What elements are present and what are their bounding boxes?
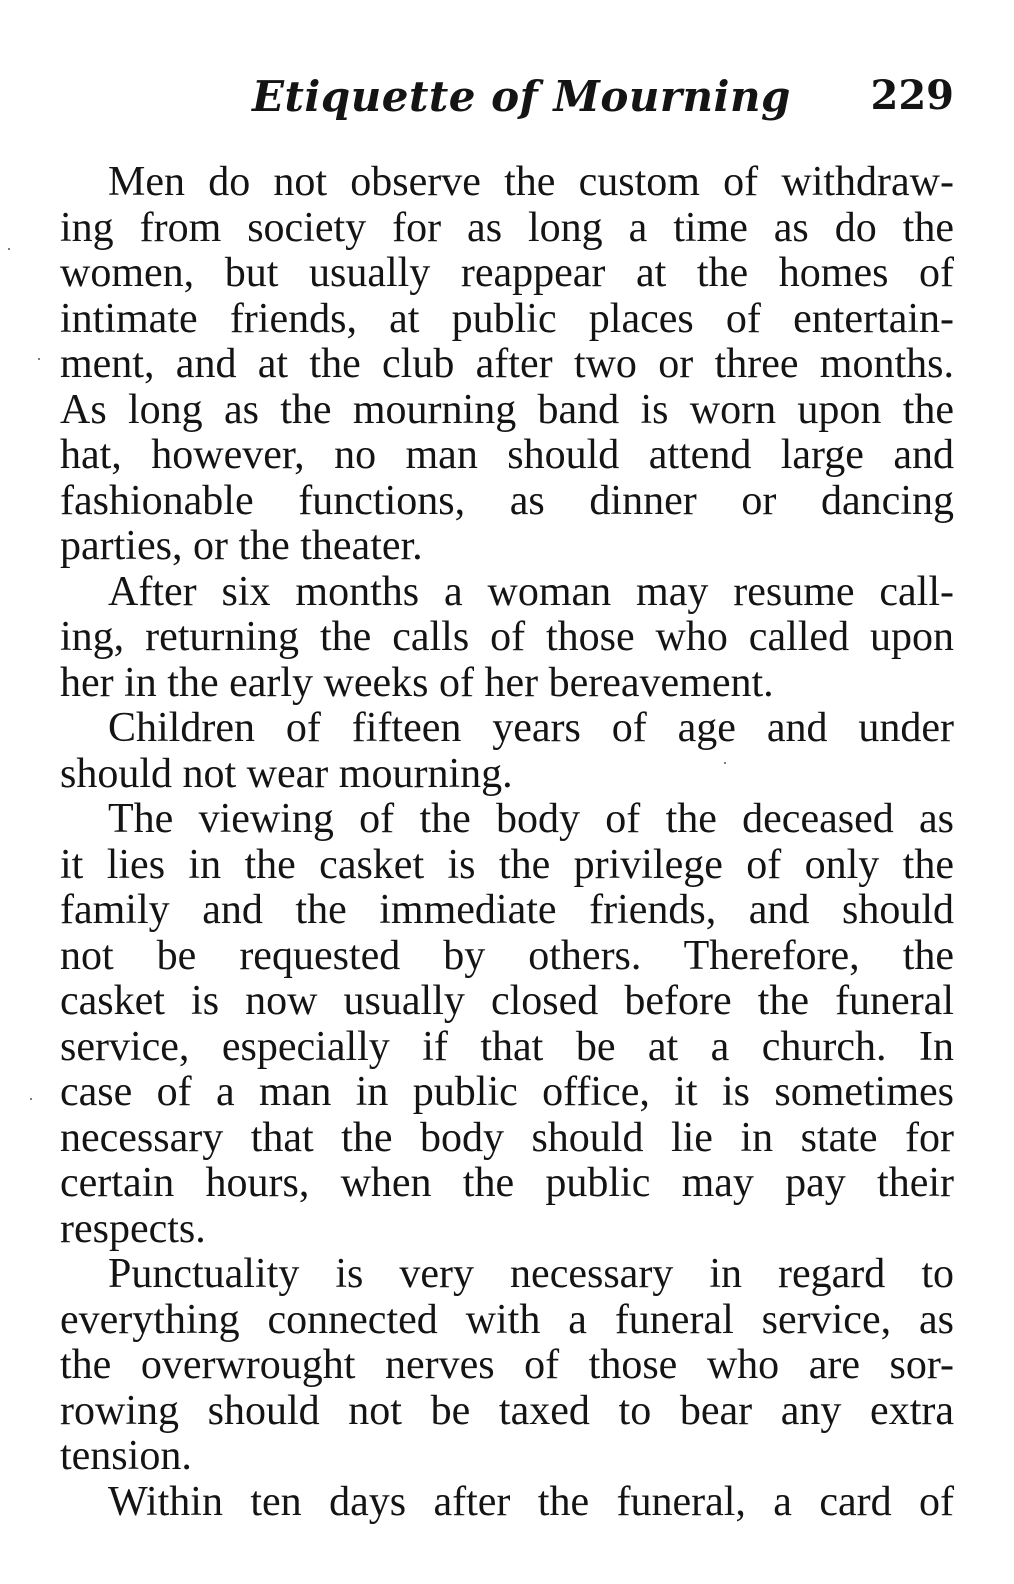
text-line: her in the early weeks of her bereavement. <box>60 660 774 706</box>
text-line: intimate friends, at public places of entertain- <box>60 296 954 342</box>
running-title: Etiquette of Mourning <box>252 72 791 121</box>
text-line: the overwrought nerves of those who are sor- <box>60 1343 954 1388</box>
text-line: rowing should not be taxed to bear any extra <box>60 1388 954 1434</box>
text-line: necessary that the body should lie in state for <box>60 1115 954 1161</box>
body-text <box>60 160 954 1525</box>
text-line: it lies in the casket is the privilege of only the <box>60 842 954 888</box>
text-line: Punctuality is very necessary in regard to <box>108 1252 954 1297</box>
text-line: ing, returning the calls of those who called upon <box>60 615 954 660</box>
running-head <box>60 70 954 134</box>
paragraph <box>60 1252 954 1480</box>
text-line: ment, and at the club after two or three months. <box>60 342 954 387</box>
text-line: parties, or the theater. <box>60 524 423 569</box>
text-line: ing from society for as long a time as do the <box>60 205 954 251</box>
text-line: hat, however, no man should attend large and <box>60 433 954 478</box>
text-line: The viewing of the body of the deceased as <box>108 797 954 842</box>
text-line: women, but usually reappear at the homes of <box>60 251 954 296</box>
text-line: Within ten days after the funeral, a card of <box>108 1479 954 1525</box>
text-line: Men do not observe the custom of withdraw- <box>108 160 954 205</box>
print-speck <box>8 248 10 250</box>
text-line: everything connected with a funeral service, as <box>60 1297 954 1343</box>
text-line: not be requested by others. Therefore, the <box>60 933 954 979</box>
paragraph <box>60 797 954 1252</box>
text-line: As long as the mourning band is worn upon the <box>60 387 954 433</box>
text-line: respects. <box>60 1206 206 1252</box>
text-line: certain hours, when the public may pay their <box>60 1161 954 1206</box>
text-line: fashionable functions, as dinner or dancing <box>60 478 954 524</box>
paragraph <box>60 706 954 797</box>
text-line: case of a man in public office, it is sometimes <box>60 1070 954 1115</box>
paragraph <box>60 570 954 707</box>
text-line: tension. <box>60 1434 192 1479</box>
print-speck <box>38 358 40 360</box>
paragraph <box>60 1480 954 1526</box>
page-number: 229 <box>870 72 954 119</box>
text-line: family and the immediate friends, and should <box>60 888 954 933</box>
text-line: After six months a woman may resume call- <box>108 569 954 615</box>
text-line: casket is now usually closed before the funeral <box>60 979 954 1024</box>
paragraph <box>60 160 954 570</box>
print-speck <box>724 762 726 764</box>
print-speck <box>30 1098 32 1100</box>
text-line: Children of fifteen years of age and under <box>108 706 954 751</box>
text-line: should not wear mourning. <box>60 751 513 797</box>
text-line: service, especially if that be at a church. In <box>60 1024 954 1070</box>
